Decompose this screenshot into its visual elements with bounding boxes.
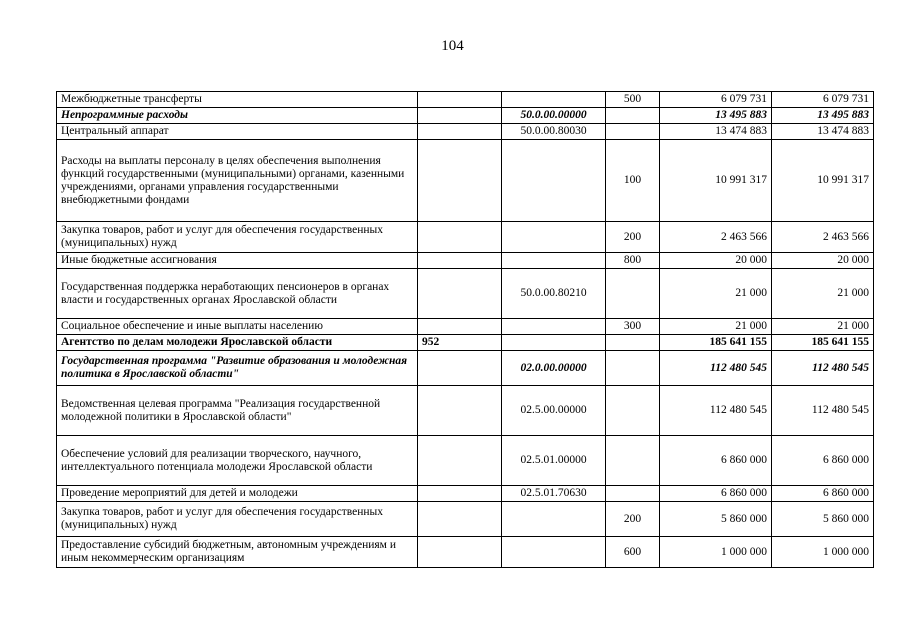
- row-name-cell: Проведение мероприятий для детей и молодежи: [57, 486, 418, 502]
- row-type-cell: [606, 335, 660, 351]
- row-code-cell: 02.0.00.00000: [502, 351, 606, 386]
- row-code-cell: [502, 335, 606, 351]
- row-dept-cell: [418, 108, 502, 124]
- row-dept-cell: [418, 124, 502, 140]
- row-name-cell: Иные бюджетные ассигнования: [57, 253, 418, 269]
- table-row: [57, 436, 874, 486]
- row-sum2-cell: 2 463 566: [772, 222, 874, 253]
- row-dept-cell: [418, 351, 502, 386]
- row-dept-cell: [418, 386, 502, 436]
- table-row: [57, 386, 874, 436]
- row-type-cell: [606, 436, 660, 486]
- row-sum2-cell: 21 000: [772, 269, 874, 319]
- row-code-cell: [502, 537, 606, 568]
- row-sum1-cell: 20 000: [660, 253, 772, 269]
- table-row: [57, 319, 874, 335]
- row-name-cell: Расходы на выплаты персоналу в целях обеспечения выполнения функций государственными (муниципальными) органами, казенными учреждениями, органами управления государственными внебюджетными фондами: [57, 140, 418, 222]
- row-sum2-cell: 21 000: [772, 319, 874, 335]
- row-dept-cell: [418, 253, 502, 269]
- row-sum1-cell: 185 641 155: [660, 335, 772, 351]
- row-dept-cell: [418, 502, 502, 537]
- row-name-cell: Закупка товаров, работ и услуг для обеспечения государственных (муниципальных) нужд: [57, 222, 418, 253]
- table-row: [57, 502, 874, 537]
- row-code-cell: [502, 319, 606, 335]
- row-type-cell: 800: [606, 253, 660, 269]
- row-code-cell: 50.0.00.80030: [502, 124, 606, 140]
- row-sum2-cell: 5 860 000: [772, 502, 874, 537]
- row-sum1-cell: 5 860 000: [660, 502, 772, 537]
- row-type-cell: [606, 351, 660, 386]
- page-number: 104: [441, 38, 464, 54]
- row-name-cell: Центральный аппарат: [57, 124, 418, 140]
- row-type-cell: [606, 486, 660, 502]
- budget-table-body: [57, 92, 874, 568]
- row-dept-cell: 952: [418, 335, 502, 351]
- table-row: [57, 253, 874, 269]
- row-dept-cell: [418, 222, 502, 253]
- row-type-cell: 300: [606, 319, 660, 335]
- row-dept-cell: [418, 486, 502, 502]
- row-dept-cell: [418, 140, 502, 222]
- row-type-cell: 200: [606, 502, 660, 537]
- row-sum2-cell: 13 474 883: [772, 124, 874, 140]
- row-sum2-cell: 20 000: [772, 253, 874, 269]
- row-name-cell: Предоставление субсидий бюджетным, автономным учреждениям и иным некоммерческим организациям: [57, 537, 418, 568]
- row-dept-cell: [418, 319, 502, 335]
- row-type-cell: 100: [606, 140, 660, 222]
- row-sum1-cell: 6 860 000: [660, 436, 772, 486]
- row-sum2-cell: 6 079 731: [772, 92, 874, 108]
- row-sum1-cell: 13 474 883: [660, 124, 772, 140]
- row-type-cell: [606, 386, 660, 436]
- row-sum2-cell: 1 000 000: [772, 537, 874, 568]
- row-sum1-cell: 21 000: [660, 319, 772, 335]
- row-code-cell: 50.0.00.00000: [502, 108, 606, 124]
- table-row: [57, 222, 874, 253]
- row-code-cell: 02.5.01.70630: [502, 486, 606, 502]
- row-name-cell: Социальное обеспечение и иные выплаты населению: [57, 319, 418, 335]
- row-type-cell: 500: [606, 92, 660, 108]
- row-code-cell: [502, 502, 606, 537]
- row-type-cell: [606, 269, 660, 319]
- budget-table: [56, 91, 874, 568]
- row-sum2-cell: 112 480 545: [772, 351, 874, 386]
- table-row: [57, 269, 874, 319]
- row-sum2-cell: 185 641 155: [772, 335, 874, 351]
- row-sum1-cell: 6 079 731: [660, 92, 772, 108]
- row-type-cell: [606, 108, 660, 124]
- table-row: [57, 124, 874, 140]
- row-dept-cell: [418, 92, 502, 108]
- row-sum1-cell: 13 495 883: [660, 108, 772, 124]
- row-name-cell: Межбюджетные трансферты: [57, 92, 418, 108]
- row-name-cell: Закупка товаров, работ и услуг для обеспечения государственных (муниципальных) нужд: [57, 502, 418, 537]
- table-row: [57, 537, 874, 568]
- row-sum1-cell: 6 860 000: [660, 486, 772, 502]
- row-sum1-cell: 10 991 317: [660, 140, 772, 222]
- row-name-cell: Государственная поддержка неработающих пенсионеров в органах власти и государственных органах Ярославской области: [57, 269, 418, 319]
- row-code-cell: 02.5.01.00000: [502, 436, 606, 486]
- row-dept-cell: [418, 436, 502, 486]
- row-sum2-cell: 13 495 883: [772, 108, 874, 124]
- row-sum1-cell: 112 480 545: [660, 351, 772, 386]
- row-code-cell: [502, 140, 606, 222]
- row-name-cell: Обеспечение условий для реализации творческого, научного, интеллектуального потенциала молодежи Ярославской области: [57, 436, 418, 486]
- row-code-cell: 02.5.00.00000: [502, 386, 606, 436]
- row-code-cell: [502, 92, 606, 108]
- table-row: [57, 351, 874, 386]
- table-row: [57, 335, 874, 351]
- row-type-cell: [606, 124, 660, 140]
- row-type-cell: 200: [606, 222, 660, 253]
- row-sum2-cell: 112 480 545: [772, 386, 874, 436]
- row-sum2-cell: 6 860 000: [772, 436, 874, 486]
- row-type-cell: 600: [606, 537, 660, 568]
- row-name-cell: Ведомственная целевая программа "Реализация государственной молодежной политики в Ярославской области": [57, 386, 418, 436]
- row-name-cell: Государственная программа "Развитие образования и молодежная политика в Ярославской области": [57, 351, 418, 386]
- table-row: [57, 108, 874, 124]
- row-name-cell: Агентство по делам молодежи Ярославской области: [57, 335, 418, 351]
- row-sum1-cell: 112 480 545: [660, 386, 772, 436]
- row-code-cell: 50.0.00.80210: [502, 269, 606, 319]
- row-sum1-cell: 21 000: [660, 269, 772, 319]
- row-sum1-cell: 1 000 000: [660, 537, 772, 568]
- row-dept-cell: [418, 537, 502, 568]
- table-row: [57, 140, 874, 222]
- row-name-cell: Непрограммные расходы: [57, 108, 418, 124]
- row-code-cell: [502, 222, 606, 253]
- row-sum2-cell: 10 991 317: [772, 140, 874, 222]
- row-sum1-cell: 2 463 566: [660, 222, 772, 253]
- row-sum2-cell: 6 860 000: [772, 486, 874, 502]
- row-code-cell: [502, 253, 606, 269]
- row-dept-cell: [418, 269, 502, 319]
- table-row: [57, 92, 874, 108]
- table-row: [57, 486, 874, 502]
